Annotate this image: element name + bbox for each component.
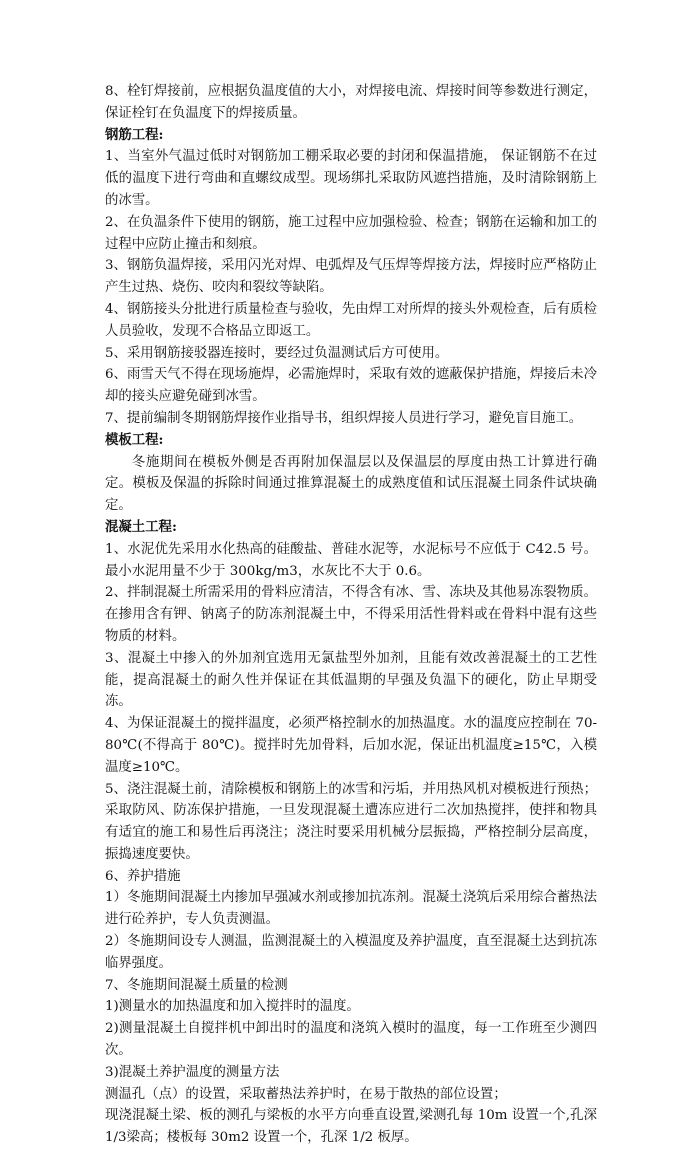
concrete-item-5: 5、浇注混凝土前，清除模板和钢筋上的冰雪和污垢，并用热风机对模板进行预热；采取防风、防冻保护措施，一旦发现混凝土遭冻应进行二次加热搅拌，使拌和物具有适宜的施工和易性后再浇注；浇注时要采用机械分层振捣，严格控制分层高度，振捣速度要快。 [105,781,597,862]
heading-concrete: 混凝土工程: [105,518,177,535]
measurement-hole-setup: 测温孔（点）的设置，采取蓄热法养护时，在易于散热的部位设置； [105,1086,507,1102]
inspection-step-3: 3)混凝土养护温度的测量方法 [105,1064,280,1080]
inspection-step-1: 1)测量水的加热温度和加入搅拌时的温度。 [105,999,360,1015]
rebar-item-2: 2、在负温条件下使用的钢筋，施工过程中应加强检验、检查；钢筋在运输和加工的过程中应防止撞击和刻痕。 [105,214,597,252]
concrete-item-3: 3、混凝土中掺入的外加剂宜选用无氯盐型外加剂，且能有效改善混凝土的工艺性能，提高混凝土的耐久性并保证在其低温期的早强及负温下的硬化，防止早期受冻。 [105,650,597,710]
formwork-body: 冬施期间在模板外侧是否再附加保温层以及保温层的厚度由热工计算进行确定。模板及保温的拆除时间通过推算混凝土的成熟度值和试压混凝土同条件试块确定。 [105,454,597,514]
rebar-item-6: 6、雨雪天气不得在现场施焊，必需施焊时，采取有效的遮蔽保护措施，焊接后未冷却的接头应避免碰到冰雪。 [105,367,597,405]
concrete-item-4: 4、为保证混凝土的搅拌温度，必须严格控制水的加热温度。水的温度应控制在 70-80℃(不得高于 80℃)。搅拌时先加骨料，后加水泥，保证出机温度≥15℃，入模温度≥10℃。 [105,716,597,775]
rebar-item-7: 7、提前编制冬期钢筋焊接作业指导书，组织焊接人员进行学习，避免盲目施工。 [105,410,583,426]
concrete-item-2: 2、拌制混凝土所需采用的骨料应清洁，不得含有冰、雪、冻块及其他易冻裂物质。在掺用含有钾、钠离子的防冻剂混凝土中，不得采用活性骨料或在骨料中混有这些物质的材料。 [105,585,597,644]
measurement-hole-spacing: 现浇混凝土梁、板的测孔与梁板的水平方向垂直设置,梁测孔每 10m 设置一个,孔深 1/3梁高；楼板每 30m2 设置一个，孔深 1/2 板厚。 [105,1108,597,1146]
document-page [105,81,597,1149]
paragraph-stud-welding: 8、栓钉焊接前，应根据负温度值的大小，对焊接电流、焊接时间等参数进行测定，保证栓钉在负温度下的焊接质量。 [105,84,597,121]
concrete-item-7: 7、冬施期间混凝土质量的检测 [105,977,288,993]
rebar-item-1: 1、当室外气温过低时对钢筋加工棚采取必要的封闭和保温措施， 保证钢筋不在过低的温度下进行弯曲和直螺纹成型。现场绑扎采取防风遮挡措施，及时清除钢筋上的冰雪。 [105,149,597,208]
rebar-item-3: 3、钢筋负温焊接，采用闪光对焊、电弧焊及气压焊等焊接方法，焊接时应严格防止产生过热、烧伤、咬肉和裂纹等缺陷。 [105,258,597,296]
rebar-item-4: 4、钢筋接头分批进行质量检查与验收，先由焊工对所焊的接头外观检查，后有质检人员验收，发现不合格品立即返工。 [105,301,597,339]
curing-measure-2: 2）冬施期间设专人测温，监测混凝土的入模温度及养护温度，直至混凝土达到抗冻临界强度。 [105,934,597,971]
inspection-step-2: 2)测量混凝土自搅拌机中卸出时的温度和浇筑入模时的温度，每一工作班至少测四次。 [105,1021,597,1059]
concrete-item-6: 6、养护措施 [105,868,181,884]
rebar-item-5: 5、采用钢筋接驳器连接时，要经过负温测试后方可使用。 [105,345,449,361]
curing-measure-1: 1）冬施期间混凝土内掺加早强减水剂或掺加抗冻剂。混凝土浇筑后采用综合蓄热法进行砼养护，专人负责测温。 [105,890,597,928]
concrete-item-1: 1、水泥优先采用水化热高的硅酸盐、普硅水泥等，水泥标号不应低于 C42.5 号。最小水泥用量不少于 300kg/m3，水灰比不大于 0.6。 [105,541,597,579]
heading-rebar: 钢筋工程: [105,126,164,143]
heading-formwork: 模板工程: [105,431,164,448]
